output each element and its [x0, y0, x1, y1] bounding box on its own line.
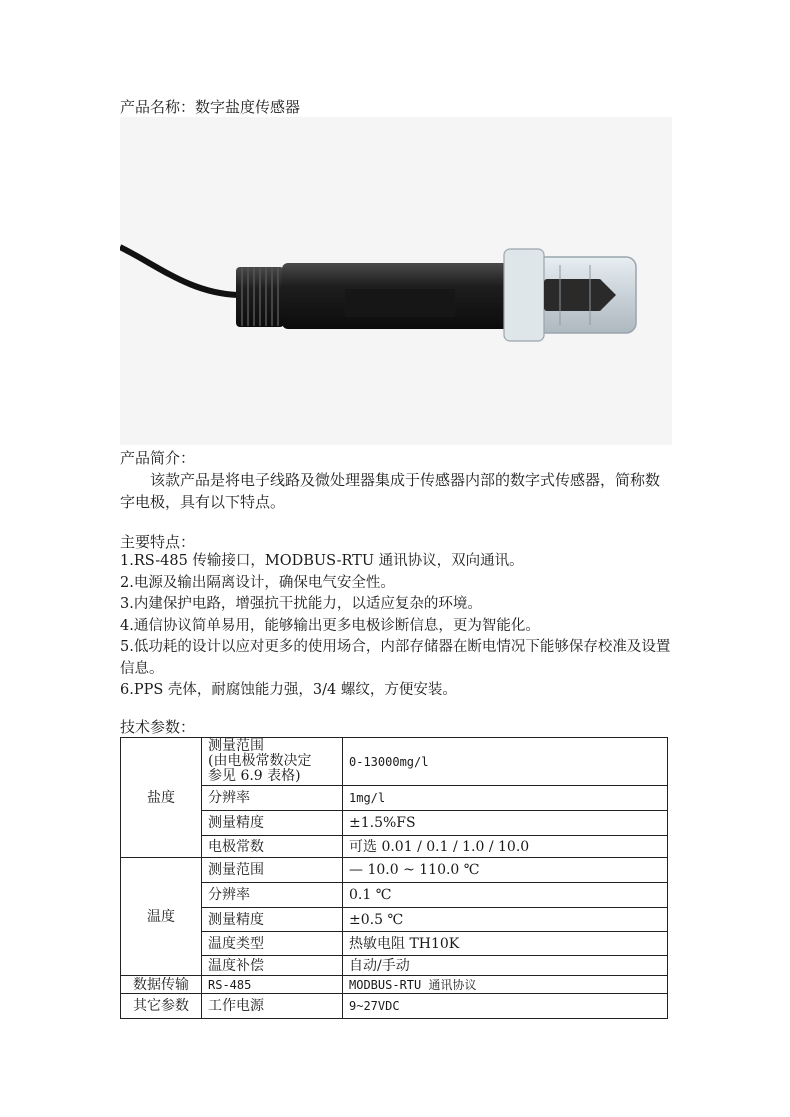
sensor-probe-image — [120, 117, 672, 445]
feature-item: 6.PPS 壳体，耐腐蚀能力强，3/4 螺纹，方便安装。 — [120, 682, 457, 698]
table-row — [121, 994, 668, 1019]
value-cell: ±1.5%FS — [343, 811, 668, 836]
table-row — [121, 811, 668, 836]
category-cell: 数据传输 — [121, 976, 202, 994]
feature-item: 5.低功耗的设计以应对更多的使用场合，内部存储器在断电情况下能够保存校准及设置信息。 — [120, 639, 671, 677]
value-cell: 9~27VDC — [343, 994, 668, 1019]
table-row — [121, 836, 668, 858]
item-cell: 分辨率 — [202, 786, 343, 811]
item-cell: 测量范围 — [202, 858, 343, 883]
value-cell: 0.1 ℃ — [343, 883, 668, 908]
category-cell: 温度 — [121, 858, 202, 976]
item-cell: 测量精度 — [202, 908, 343, 932]
item-cell: 电极常数 — [202, 836, 343, 858]
value-cell: MODBUS-RTU 通讯协议 — [343, 976, 668, 994]
value-cell: 0-13000mg/l — [343, 738, 668, 786]
value-cell: 1mg/l — [343, 786, 668, 811]
feature-item: 2.电源及输出隔离设计，确保电气安全性。 — [120, 574, 395, 591]
item-cell: 温度补偿 — [202, 956, 343, 976]
item-cell: 分辨率 — [202, 883, 343, 908]
features-heading: 主要特点： — [120, 533, 196, 551]
value-cell: 可选 0.01 / 0.1 / 1.0 / 10.0 — [343, 836, 668, 858]
category-cell: 盐度 — [121, 738, 202, 858]
feature-item: 1.RS-485 传输接口，MODBUS-RTU 通讯协议，双向通讯。 — [120, 553, 524, 569]
table-row — [121, 932, 668, 956]
table-row — [121, 976, 668, 994]
features-list — [120, 551, 672, 702]
category-cell: 其它参数 — [121, 994, 202, 1019]
table-row — [121, 858, 668, 883]
table-row — [121, 956, 668, 976]
table-row — [121, 883, 668, 908]
feature-item: 4.通信协议简单易用，能够输出更多电极诊断信息，更为智能化。 — [120, 617, 540, 634]
spec-table — [120, 737, 668, 1019]
product-name: 产品名称：数字盐度传感器 — [120, 98, 301, 116]
table-row — [121, 738, 668, 786]
item-cell: 工作电源 — [202, 994, 343, 1019]
feature-item: 3.内建保护电路，增强抗干扰能力，以适应复杂的环境。 — [120, 596, 482, 612]
value-cell: 自动/手动 — [343, 956, 668, 976]
item-cell: 测量精度 — [202, 811, 343, 836]
table-row — [121, 908, 668, 932]
value-cell: — 10.0 ~ 110.0 ℃ — [343, 858, 668, 883]
intro-text: 该款产品是将电子线路及微处理器集成于传感器内部的数字式传感器，简称数字电极，具有以下特点。 — [120, 471, 661, 511]
table-row — [121, 786, 668, 811]
item-cell: 测量范围 (由电极常数决定 参见 6.9 表格) — [202, 738, 343, 786]
product-photo — [120, 117, 672, 445]
value-cell: 热敏电阻 TH10K — [343, 932, 668, 956]
item-cell: 温度类型 — [202, 932, 343, 956]
intro-heading: 产品简介： — [120, 449, 196, 467]
value-cell: ±0.5 ℃ — [343, 908, 668, 932]
specs-heading: 技术参数： — [120, 718, 196, 736]
item-cell: RS-485 — [202, 976, 343, 994]
